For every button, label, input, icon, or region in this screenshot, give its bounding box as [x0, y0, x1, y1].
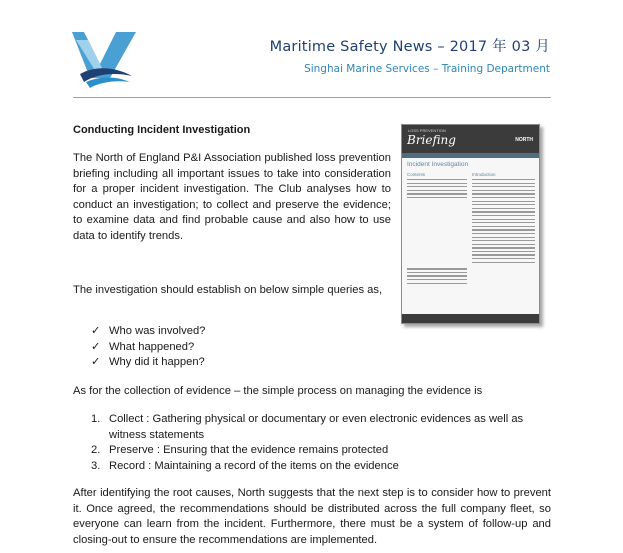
article-heading: Conducting Incident Investigation: [73, 124, 251, 136]
conclusion-paragraph: After identifying the root causes, North suggests that the next step is to consider how to prevent it. Once agreed, the recommendations should be distributed across the full company fleet, so everyone can learn from the incident. Furthermore, there must be a system of follow-up and closing-out to ensure the recommendations are implemented.: [73, 487, 551, 546]
step-number: 1.: [91, 413, 101, 425]
cover-title: Incident Investigation: [407, 161, 469, 168]
newsletter-title: Maritime Safety News – 2017 年 03 月: [269, 39, 550, 55]
evidence-steps-list: [91, 412, 551, 474]
step-number: 3.: [91, 459, 101, 472]
list-item: [91, 340, 205, 356]
step-text: Preserve : Ensuring that the evidence remains protected: [109, 444, 389, 457]
cover-brand: Briefing: [407, 133, 456, 147]
cover-columns: [402, 168, 539, 308]
intro-paragraph: The North of England P&I Association published loss prevention briefing including all important issues to take into consideration for a proper incident investigation. The Club analyses how to conduct an investigation; to collect and preserve the evidence; to examine data and find probable cause and also how to use data to identify trends.: [73, 152, 391, 242]
newsletter-subtitle: Singhai Marine Services – Training Department: [304, 63, 550, 75]
cover-contents-heading: Contents: [407, 172, 426, 177]
cover-header: [402, 125, 539, 153]
checkmark-icon: ✓: [91, 340, 101, 353]
list-item: [91, 412, 551, 443]
cover-org: NORTH: [515, 137, 533, 143]
cover-kicker: LOSS PREVENTION: [408, 128, 446, 133]
list-item: [91, 443, 551, 459]
queries-list: [91, 324, 205, 371]
cover-footer: [402, 314, 539, 323]
step-text: Record : Maintaining a record of the items on the evidence: [109, 459, 399, 472]
company-logo: [70, 26, 140, 90]
list-item: [91, 355, 205, 371]
header-divider: [73, 97, 551, 98]
cover-introduction: [472, 172, 535, 265]
cover-contents: [407, 172, 467, 286]
evidence-intro-paragraph: As for the collection of evidence – the simple process on managing the evidence is: [73, 385, 483, 397]
step-number: 2.: [91, 444, 101, 457]
query-text: Why did it happen?: [109, 356, 205, 369]
query-text: Who was involved?: [109, 325, 206, 337]
cover-intro-heading: Introduction: [472, 172, 496, 177]
queries-intro-paragraph: The investigation should establish on below simple queries as,: [73, 284, 383, 296]
checkmark-icon: ✓: [91, 356, 101, 369]
list-item: [91, 459, 551, 475]
step-text: Collect : Gathering physical or documentary or even electronic evidences as well as witness statements: [109, 413, 524, 441]
query-text: What happened?: [109, 340, 195, 353]
list-item: [91, 324, 205, 340]
briefing-cover-image: [401, 124, 540, 324]
checkmark-icon: ✓: [91, 325, 101, 337]
